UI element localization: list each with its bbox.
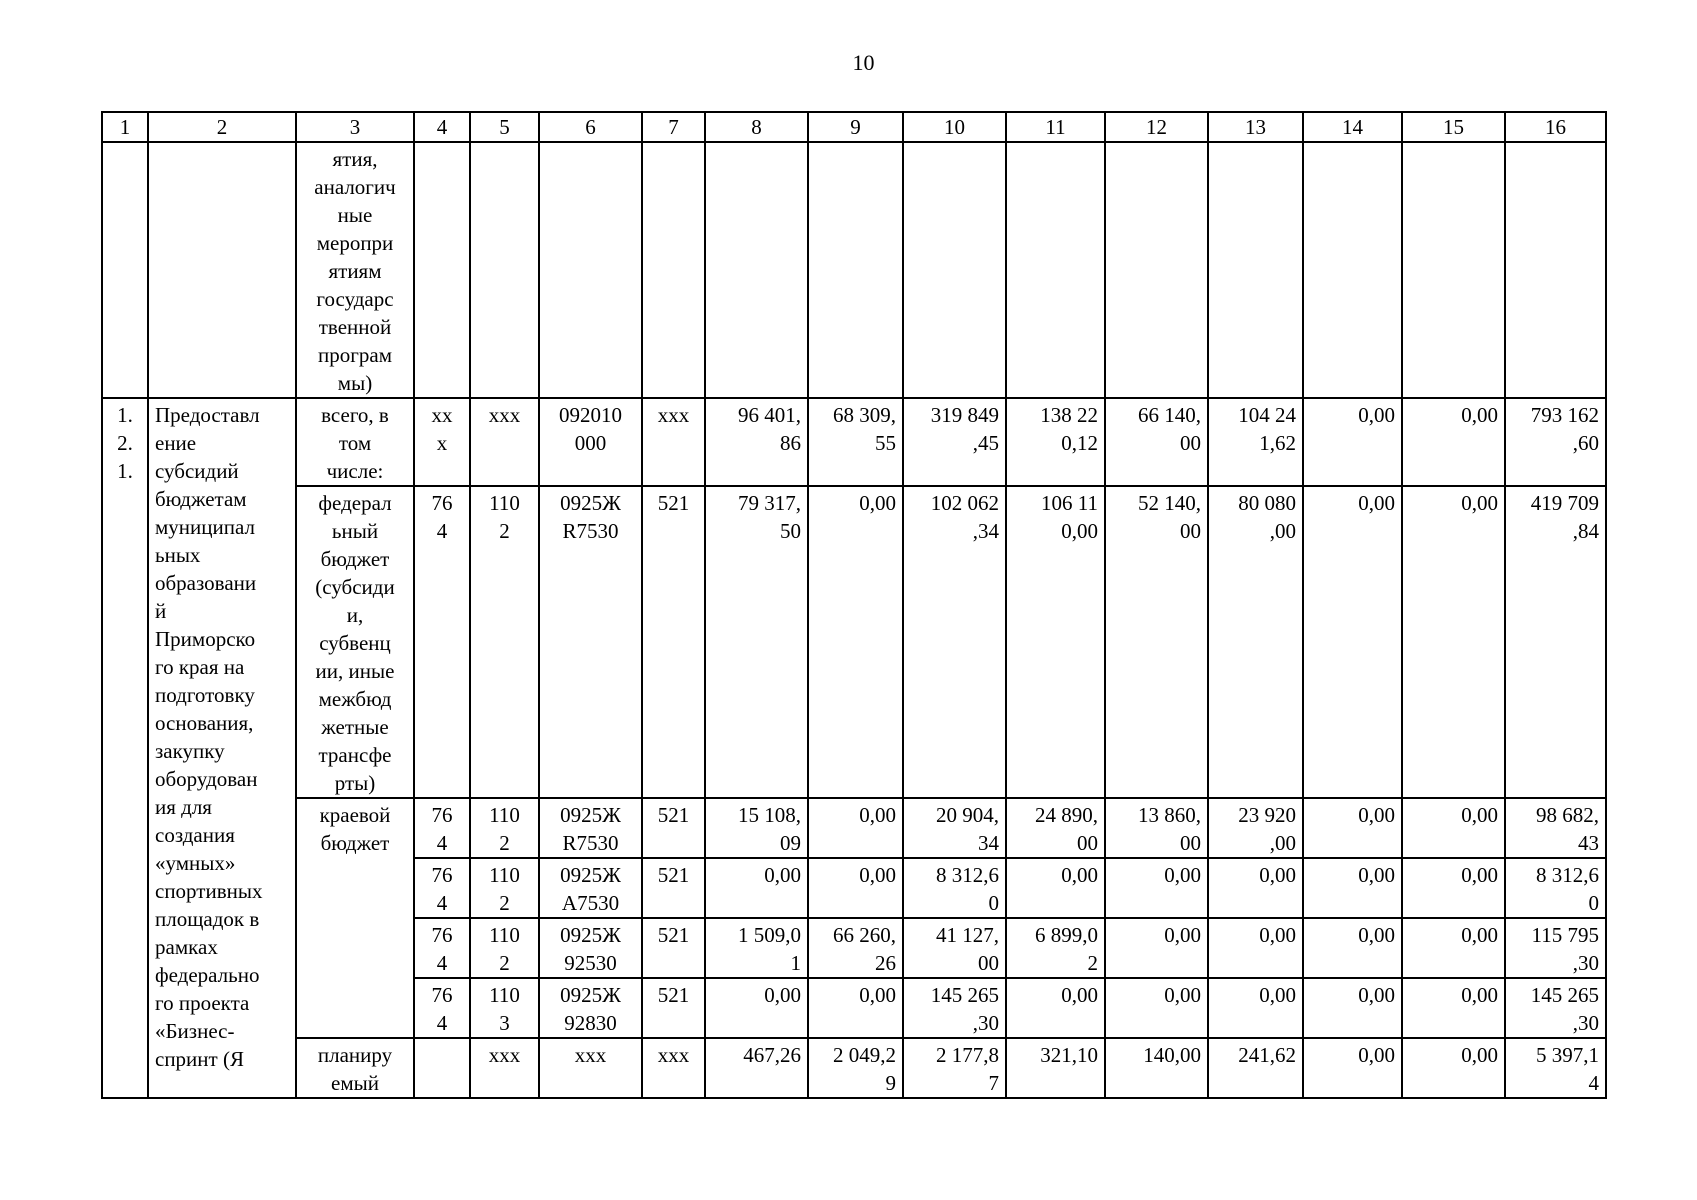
table-cell: 0,00 — [808, 978, 903, 1038]
item-number: 1. 2. 1. — [102, 398, 148, 1098]
table-cell: 0,00 — [1303, 918, 1402, 978]
table-cell: 0,00 — [1402, 918, 1505, 978]
table-cell: 0,00 — [1303, 978, 1402, 1038]
table-cell: 0925Ж 92830 — [539, 978, 642, 1038]
table-cell: 0,00 — [705, 858, 808, 918]
table-cell: 140,00 — [1105, 1038, 1208, 1098]
table-cell: 092010 000 — [539, 398, 642, 486]
table-cell: 80 080 ,00 — [1208, 486, 1303, 798]
table-cell: 96 401, 86 — [705, 398, 808, 486]
table-cell — [1402, 142, 1505, 398]
table-cell: 0,00 — [808, 486, 903, 798]
table-cell: 0,00 — [1208, 918, 1303, 978]
table-cell: 1 509,0 1 — [705, 918, 808, 978]
column-header: 6 — [539, 112, 642, 142]
column-header: 15 — [1402, 112, 1505, 142]
table-cell — [808, 142, 903, 398]
table-cell: 0,00 — [1303, 858, 1402, 918]
table-cell — [903, 142, 1006, 398]
table-cell — [470, 142, 539, 398]
column-header: 9 — [808, 112, 903, 142]
source-cell: планиру емый — [296, 1038, 414, 1098]
budget-table — [101, 111, 1607, 1099]
table-cell: 241,62 — [1208, 1038, 1303, 1098]
table-cell: 0,00 — [1303, 1038, 1402, 1098]
table-cell: ххх — [470, 398, 539, 486]
table-cell: 66 140, 00 — [1105, 398, 1208, 486]
table-cell: 319 849 ,45 — [903, 398, 1006, 486]
table-cell: 0925Ж R7530 — [539, 798, 642, 858]
table-cell: 0,00 — [1208, 858, 1303, 918]
table-cell: 0,00 — [1402, 798, 1505, 858]
table-cell: 110 2 — [470, 798, 539, 858]
table-cell — [148, 142, 296, 398]
table-cell: 110 2 — [470, 918, 539, 978]
table-cell — [102, 142, 148, 398]
table-cell: 2 177,8 7 — [903, 1038, 1006, 1098]
column-header: 13 — [1208, 112, 1303, 142]
table-cell: 0,00 — [1208, 978, 1303, 1038]
column-header: 11 — [1006, 112, 1105, 142]
table-cell: 115 795 ,30 — [1505, 918, 1606, 978]
table-cell: 0,00 — [1303, 798, 1402, 858]
table-cell: 98 682, 43 — [1505, 798, 1606, 858]
column-header: 7 — [642, 112, 705, 142]
table-cell: 24 890, 00 — [1006, 798, 1105, 858]
table-cell: 13 860, 00 — [1105, 798, 1208, 858]
table-cell: 0,00 — [1006, 858, 1105, 918]
table-cell — [1105, 142, 1208, 398]
table-cell: 66 260, 26 — [808, 918, 903, 978]
table-cell — [705, 142, 808, 398]
table-cell: 521 — [642, 918, 705, 978]
table-cell — [1006, 142, 1105, 398]
table-cell — [1208, 142, 1303, 398]
table-cell: 41 127, 00 — [903, 918, 1006, 978]
table-cell: 145 265 ,30 — [903, 978, 1006, 1038]
table-cell: 0,00 — [1402, 978, 1505, 1038]
table-cell: 104 24 1,62 — [1208, 398, 1303, 486]
table-cell — [642, 142, 705, 398]
table-cell: 0925Ж 92530 — [539, 918, 642, 978]
column-header: 10 — [903, 112, 1006, 142]
table-cell: 102 062 ,34 — [903, 486, 1006, 798]
header-row — [102, 112, 1606, 142]
source-cell: всего, в том числе: — [296, 398, 414, 486]
table-cell — [539, 142, 642, 398]
table-row — [102, 398, 1606, 486]
column-header: 8 — [705, 112, 808, 142]
table-cell: 110 2 — [470, 858, 539, 918]
table-cell: 79 317, 50 — [705, 486, 808, 798]
table-row — [102, 798, 1606, 858]
table-cell: 793 162 ,60 — [1505, 398, 1606, 486]
table-cell: 521 — [642, 486, 705, 798]
table-cell: 23 920 ,00 — [1208, 798, 1303, 858]
table-cell: 419 709 ,84 — [1505, 486, 1606, 798]
table-cell: 110 3 — [470, 978, 539, 1038]
continuation-row — [102, 142, 1606, 398]
table-cell: 0925Ж А7530 — [539, 858, 642, 918]
table-cell: 76 4 — [414, 858, 470, 918]
table-cell: хх х — [414, 398, 470, 486]
table-cell: 0,00 — [1105, 918, 1208, 978]
column-header: 14 — [1303, 112, 1402, 142]
table-cell: 521 — [642, 858, 705, 918]
table-cell: 8 312,6 0 — [1505, 858, 1606, 918]
source-cell: краевой бюджет — [296, 798, 414, 1038]
table-cell: 0,00 — [1303, 398, 1402, 486]
table-cell: 20 904, 34 — [903, 798, 1006, 858]
table-cell: 521 — [642, 978, 705, 1038]
table-cell: ххх — [539, 1038, 642, 1098]
table-cell: 76 4 — [414, 486, 470, 798]
table-cell: 0,00 — [1303, 486, 1402, 798]
column-header: 16 — [1505, 112, 1606, 142]
table-cell: 68 309, 55 — [808, 398, 903, 486]
table-cell: 52 140, 00 — [1105, 486, 1208, 798]
table-cell — [414, 1038, 470, 1098]
column-header: 4 — [414, 112, 470, 142]
table-cell: 15 108, 09 — [705, 798, 808, 858]
table-cell: 145 265 ,30 — [1505, 978, 1606, 1038]
table-cell — [414, 142, 470, 398]
column-header: 3 — [296, 112, 414, 142]
column-header: 5 — [470, 112, 539, 142]
table-cell: 0,00 — [808, 858, 903, 918]
column-header: 1 — [102, 112, 148, 142]
table-cell: 5 397,1 4 — [1505, 1038, 1606, 1098]
table-row — [102, 486, 1606, 798]
column-header: 2 — [148, 112, 296, 142]
table-cell: 321,10 — [1006, 1038, 1105, 1098]
table-cell: 138 22 0,12 — [1006, 398, 1105, 486]
table-cell: ххх — [470, 1038, 539, 1098]
table-cell — [1505, 142, 1606, 398]
table-cell: 0,00 — [1402, 486, 1505, 798]
table-cell — [1303, 142, 1402, 398]
table-cell: 76 4 — [414, 918, 470, 978]
source-cell-continued: ятия, аналогич ные меропри ятиям государс твенной програм мы) — [296, 142, 414, 398]
item-name: Предоставл ение субсидий бюджетам муниципал ьных образовани й Приморско го края на подготовку основания, закупку оборудован ия для создания «умных» спортивных площадок в рамках федерально го проекта «Бизнес- спринт (Я — [148, 398, 296, 1098]
table-cell: 76 4 — [414, 798, 470, 858]
table-cell: 110 2 — [470, 486, 539, 798]
table-cell: ххх — [642, 1038, 705, 1098]
table-cell: 0,00 — [705, 978, 808, 1038]
table-row — [102, 1038, 1606, 1098]
table-cell: 2 049,2 9 — [808, 1038, 903, 1098]
table-cell: 0,00 — [808, 798, 903, 858]
table-cell: ххх — [642, 398, 705, 486]
table-cell: 0,00 — [1402, 858, 1505, 918]
table-cell: 6 899,0 2 — [1006, 918, 1105, 978]
table-cell: 521 — [642, 798, 705, 858]
page-number: 10 — [852, 50, 875, 75]
table-cell: 0,00 — [1006, 978, 1105, 1038]
table-cell: 0925Ж R7530 — [539, 486, 642, 798]
table-cell: 0,00 — [1402, 1038, 1505, 1098]
table-cell: 8 312,6 0 — [903, 858, 1006, 918]
column-header: 12 — [1105, 112, 1208, 142]
source-cell: федерал ьный бюджет (субсиди и, субвенц ии, иные межбюд жетные трансфе рты) — [296, 486, 414, 798]
table-cell: 0,00 — [1105, 978, 1208, 1038]
table-cell: 106 11 0,00 — [1006, 486, 1105, 798]
table-cell: 76 4 — [414, 978, 470, 1038]
table-cell: 0,00 — [1402, 398, 1505, 486]
table-cell: 0,00 — [1105, 858, 1208, 918]
table-cell: 467,26 — [705, 1038, 808, 1098]
